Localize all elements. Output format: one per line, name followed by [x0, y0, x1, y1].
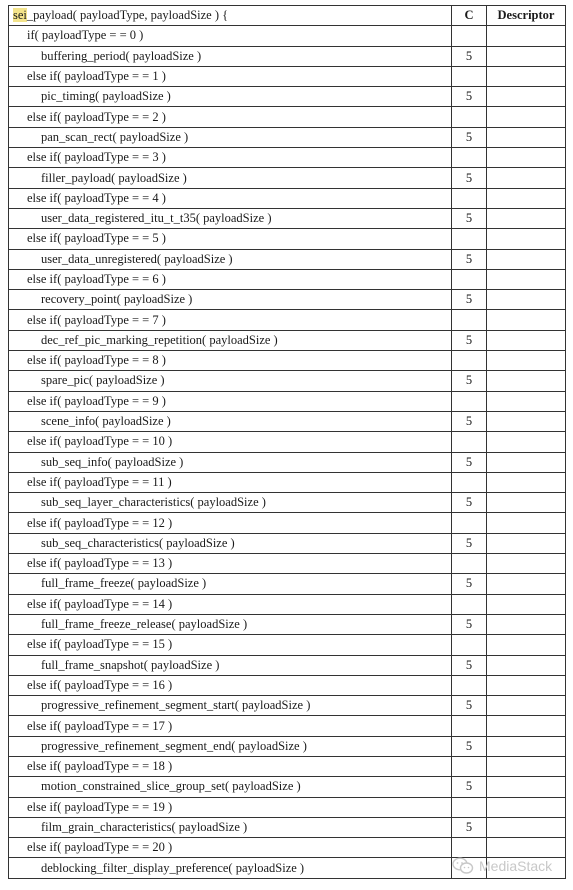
descriptor-cell [487, 371, 566, 391]
table-row [9, 513, 566, 533]
table-row [9, 107, 566, 127]
descriptor-cell [487, 574, 566, 594]
c-category-cell: 5 [452, 249, 487, 269]
c-column-header: C [452, 6, 487, 26]
c-category-cell [452, 797, 487, 817]
c-category-cell [452, 391, 487, 411]
syntax-cell: else if( payloadType = = 9 ) [9, 391, 452, 411]
syntax-cell: progressive_refinement_segment_start( payloadSize ) [9, 696, 452, 716]
c-category-cell: 5 [452, 208, 487, 228]
table-row [9, 817, 566, 837]
function-signature-header [9, 6, 452, 26]
descriptor-cell [487, 716, 566, 736]
c-category-cell [452, 107, 487, 127]
syntax-cell: else if( payloadType = = 18 ) [9, 756, 452, 776]
table-row [9, 554, 566, 574]
syntax-cell: buffering_period( payloadSize ) [9, 46, 452, 66]
descriptor-cell [487, 351, 566, 371]
c-category-cell: 5 [452, 46, 487, 66]
table-row [9, 391, 566, 411]
table-row [9, 472, 566, 492]
syntax-cell: scene_info( payloadSize ) [9, 411, 452, 431]
syntax-cell: sub_seq_characteristics( payloadSize ) [9, 533, 452, 553]
descriptor-cell [487, 513, 566, 533]
table-row [9, 838, 566, 858]
table-row [9, 635, 566, 655]
descriptor-cell [487, 249, 566, 269]
c-category-cell: 5 [452, 411, 487, 431]
c-category-cell [452, 635, 487, 655]
syntax-cell: deblocking_filter_display_preference( payloadSize ) [9, 858, 452, 878]
descriptor-cell [487, 777, 566, 797]
table-row [9, 249, 566, 269]
c-category-cell [452, 269, 487, 289]
c-category-cell: 5 [452, 574, 487, 594]
c-category-cell [452, 229, 487, 249]
syntax-cell: else if( payloadType = = 11 ) [9, 472, 452, 492]
c-category-cell [452, 594, 487, 614]
c-category-cell: 5 [452, 168, 487, 188]
descriptor-cell [487, 411, 566, 431]
c-category-cell: 5 [452, 533, 487, 553]
descriptor-cell [487, 330, 566, 350]
table-row [9, 432, 566, 452]
descriptor-column-header: Descriptor [487, 6, 566, 26]
descriptor-cell [487, 107, 566, 127]
c-category-cell [452, 432, 487, 452]
descriptor-cell [487, 66, 566, 86]
descriptor-cell [487, 87, 566, 107]
table-row [9, 411, 566, 431]
c-category-cell [452, 188, 487, 208]
table-row [9, 371, 566, 391]
syntax-cell: else if( payloadType = = 7 ) [9, 310, 452, 330]
descriptor-cell [487, 838, 566, 858]
c-category-cell [452, 756, 487, 776]
c-category-cell [452, 66, 487, 86]
syntax-cell: else if( payloadType = = 19 ) [9, 797, 452, 817]
c-category-cell [452, 26, 487, 46]
descriptor-cell [487, 188, 566, 208]
table-row [9, 26, 566, 46]
table-row [9, 574, 566, 594]
descriptor-cell [487, 554, 566, 574]
syntax-cell: full_frame_snapshot( payloadSize ) [9, 655, 452, 675]
syntax-cell: spare_pic( payloadSize ) [9, 371, 452, 391]
c-category-cell: 5 [452, 493, 487, 513]
table-row [9, 452, 566, 472]
syntax-cell: else if( payloadType = = 12 ) [9, 513, 452, 533]
c-category-cell: 5 [452, 371, 487, 391]
syntax-cell: sub_seq_layer_characteristics( payloadSize ) [9, 493, 452, 513]
table-row [9, 168, 566, 188]
c-category-cell [452, 351, 487, 371]
table-row [9, 696, 566, 716]
table-row [9, 797, 566, 817]
table-row [9, 310, 566, 330]
descriptor-cell [487, 391, 566, 411]
c-category-cell: 5 [452, 127, 487, 147]
syntax-cell: progressive_refinement_segment_end( payloadSize ) [9, 736, 452, 756]
table-row [9, 229, 566, 249]
descriptor-cell [487, 635, 566, 655]
table-row [9, 330, 566, 350]
descriptor-cell [487, 797, 566, 817]
table-row [9, 46, 566, 66]
function-signature-rest: _payload( payloadType, payloadSize ) { [26, 8, 229, 23]
table-row [9, 756, 566, 776]
table-row [9, 777, 566, 797]
syntax-cell: if( payloadType = = 0 ) [9, 26, 452, 46]
c-category-cell [452, 513, 487, 533]
syntax-cell: recovery_point( payloadSize ) [9, 290, 452, 310]
table-row [9, 858, 566, 878]
descriptor-cell [487, 533, 566, 553]
descriptor-cell [487, 432, 566, 452]
descriptor-cell [487, 493, 566, 513]
syntax-cell: dec_ref_pic_marking_repetition( payloadSize ) [9, 330, 452, 350]
c-category-cell [452, 716, 487, 736]
syntax-cell: motion_constrained_slice_group_set( payloadSize ) [9, 777, 452, 797]
watermark-text: MediaStack [479, 858, 553, 874]
descriptor-cell [487, 208, 566, 228]
descriptor-cell [487, 655, 566, 675]
c-category-cell: 5 [452, 452, 487, 472]
c-category-cell [452, 838, 487, 858]
syntax-cell: user_data_unregistered( payloadSize ) [9, 249, 452, 269]
table-row [9, 290, 566, 310]
descriptor-cell [487, 229, 566, 249]
table-row [9, 188, 566, 208]
syntax-cell: else if( payloadType = = 20 ) [9, 838, 452, 858]
table-row [9, 594, 566, 614]
syntax-cell: user_data_registered_itu_t_t35( payloadSize ) [9, 208, 452, 228]
syntax-table-body [9, 26, 566, 878]
c-category-cell: 5 [452, 614, 487, 634]
descriptor-cell [487, 696, 566, 716]
c-category-cell: 5 [452, 655, 487, 675]
syntax-cell: else if( payloadType = = 16 ) [9, 675, 452, 695]
syntax-cell: full_frame_freeze( payloadSize ) [9, 574, 452, 594]
descriptor-cell [487, 817, 566, 837]
table-row [9, 351, 566, 371]
sei-payload-syntax-table [8, 5, 566, 879]
descriptor-cell [487, 675, 566, 695]
descriptor-cell [487, 148, 566, 168]
c-category-cell: 5 [452, 290, 487, 310]
table-row [9, 148, 566, 168]
descriptor-cell [487, 269, 566, 289]
descriptor-cell [487, 46, 566, 66]
descriptor-cell [487, 127, 566, 147]
c-category-cell: 5 [452, 87, 487, 107]
descriptor-cell [487, 614, 566, 634]
syntax-cell: else if( payloadType = = 15 ) [9, 635, 452, 655]
table-row [9, 87, 566, 107]
syntax-cell: else if( payloadType = = 2 ) [9, 107, 452, 127]
syntax-cell: sub_seq_info( payloadSize ) [9, 452, 452, 472]
table-row [9, 675, 566, 695]
descriptor-cell [487, 858, 566, 878]
table-row [9, 127, 566, 147]
syntax-cell: else if( payloadType = = 6 ) [9, 269, 452, 289]
syntax-cell: else if( payloadType = = 1 ) [9, 66, 452, 86]
c-category-cell [452, 148, 487, 168]
table-row [9, 655, 566, 675]
descriptor-cell [487, 452, 566, 472]
descriptor-cell [487, 736, 566, 756]
c-category-cell [452, 554, 487, 574]
c-category-cell [452, 675, 487, 695]
table-row [9, 614, 566, 634]
syntax-cell: else if( payloadType = = 17 ) [9, 716, 452, 736]
syntax-cell: else if( payloadType = = 10 ) [9, 432, 452, 452]
descriptor-cell [487, 290, 566, 310]
table-row [9, 269, 566, 289]
c-category-cell: 5 [452, 696, 487, 716]
table-row [9, 736, 566, 756]
table-row [9, 493, 566, 513]
syntax-cell: else if( payloadType = = 3 ) [9, 148, 452, 168]
syntax-cell: else if( payloadType = = 8 ) [9, 351, 452, 371]
descriptor-cell [487, 594, 566, 614]
table-row [9, 533, 566, 553]
table-header-row [9, 6, 566, 26]
c-category-cell [452, 858, 487, 878]
syntax-cell: full_frame_freeze_release( payloadSize ) [9, 614, 452, 634]
highlighted-function-prefix: sei [13, 8, 27, 23]
syntax-cell: else if( payloadType = = 13 ) [9, 554, 452, 574]
table-row [9, 716, 566, 736]
syntax-cell: else if( payloadType = = 14 ) [9, 594, 452, 614]
c-category-cell: 5 [452, 736, 487, 756]
syntax-cell: pic_timing( payloadSize ) [9, 87, 452, 107]
descriptor-cell [487, 472, 566, 492]
descriptor-cell [487, 310, 566, 330]
descriptor-cell [487, 26, 566, 46]
c-category-cell [452, 310, 487, 330]
syntax-cell: else if( payloadType = = 5 ) [9, 229, 452, 249]
syntax-cell: filler_payload( payloadSize ) [9, 168, 452, 188]
descriptor-cell [487, 168, 566, 188]
table-row [9, 208, 566, 228]
c-category-cell: 5 [452, 817, 487, 837]
descriptor-cell [487, 756, 566, 776]
syntax-cell: pan_scan_rect( payloadSize ) [9, 127, 452, 147]
syntax-cell: film_grain_characteristics( payloadSize ) [9, 817, 452, 837]
c-category-cell: 5 [452, 330, 487, 350]
c-category-cell [452, 472, 487, 492]
table-row [9, 66, 566, 86]
c-category-cell: 5 [452, 777, 487, 797]
syntax-cell: else if( payloadType = = 4 ) [9, 188, 452, 208]
